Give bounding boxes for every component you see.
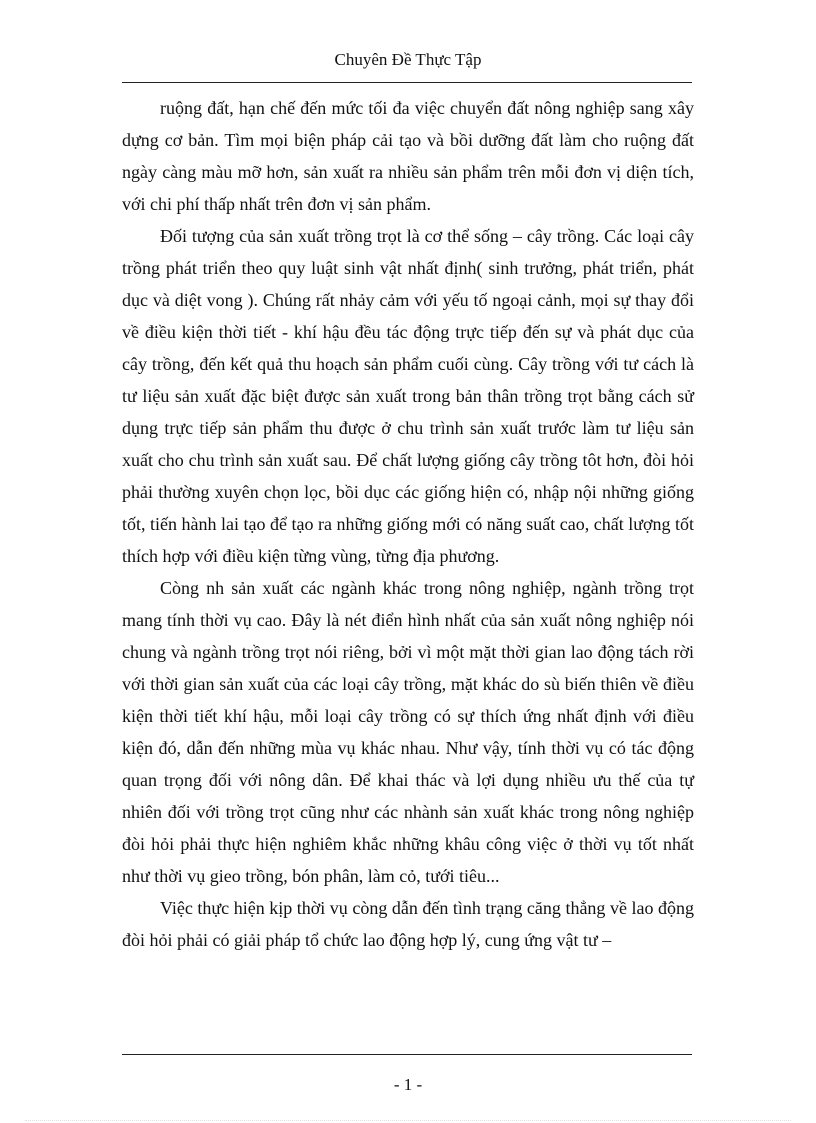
footer-rule bbox=[122, 1054, 692, 1055]
paragraph: Còng nh sản xuất các ngành khác trong nông nghiệp, ngành trồng trọt mang tính thời vụ cao. Đây là nét điển hình nhất của sản xuất nông nghiệp nói chung và ngành trồng trọt nói riêng, bởi vì một mặt thời gian lao động tách rời với thời gian sản xuất của các loại cây trồng, mặt khác do sù biến thiên về điều kiện thời tiết khí hậu, mỗi loại cây trồng có sự thích ứng nhất định với điều kiện đó, dẫn đến những mùa vụ khác nhau. Như vậy, tính thời vụ có tác động quan trọng đối với nông dân. Để khai thác và lợi dụng nhiều ưu thế của tự nhiên đối với trồng trọt cũng như các nhành sản xuất khác trong nông nghiệp đòi hỏi phải thực hiện nghiêm khắc những khâu công việc ở thời vụ tốt nhất như thời vụ gieo trồng, bón phân, làm cỏ, tưới tiêu... bbox=[122, 578, 694, 886]
page-header-title: Chuyên Đề Thực Tập bbox=[334, 50, 482, 69]
header-rule bbox=[122, 82, 692, 83]
paragraph: Đối tượng của sản xuất trồng trọt là cơ thể sống – cây trồng. Các loại cây trồng phát triển theo quy luật sinh vật nhất định( sinh trưởng, phát triển, phát dục và diệt vong ). Chúng rất nhảy cảm với yếu tố ngoại cảnh, mọi sự thay đổi về điều kiện thời tiết - khí hậu đều tác động trực tiếp đến sự và phát dục của cây trồng, đến kết quả thu hoạch sản phẩm cuối cùng. Cây trồng với tư cách là tư liệu sản xuất đặc biệt được sản xuất trong bản thân trồng trọt bằng cách sử dụng trực tiếp sản phẩm thu được ở chu trình sản xuất trước làm tư liệu sản xuất cho chu trình sản xuất sau. Để chất lượng giống cây trồng tôt hơn, đòi hỏi phải thường xuyên chọn lọc, bồi dục các giống hiện có, nhập nội những giống tốt, tiến hành lai tạo để tạo ra những giống mới có năng suất cao, chất lượng tốt thích hợp với điều kiện từng vùng, từng địa phương. bbox=[122, 226, 694, 566]
page-edge-divider bbox=[25, 1120, 791, 1121]
paragraph: Việc thực hiện kịp thời vụ còng dẫn đến tình trạng căng thẳng về lao động đòi hỏi phải có giải pháp tổ chức lao động hợp lý, cung ứng vật tư – bbox=[122, 898, 694, 950]
page-number: - 1 - bbox=[393, 1075, 423, 1094]
paragraph: ruộng đất, hạn chế đến mức tối đa việc chuyển đất nông nghiệp sang xây dựng cơ bản. Tìm mọi biện pháp cải tạo và bồi dưỡng đất làm cho ruộng đất ngày càng màu mỡ hơn, sản xuất ra nhiều sản phẩm trên mỗi đơn vị diện tích, với chi phí thấp nhất trên đơn vị sản phẩm. bbox=[122, 98, 694, 214]
document-body bbox=[122, 92, 694, 956]
